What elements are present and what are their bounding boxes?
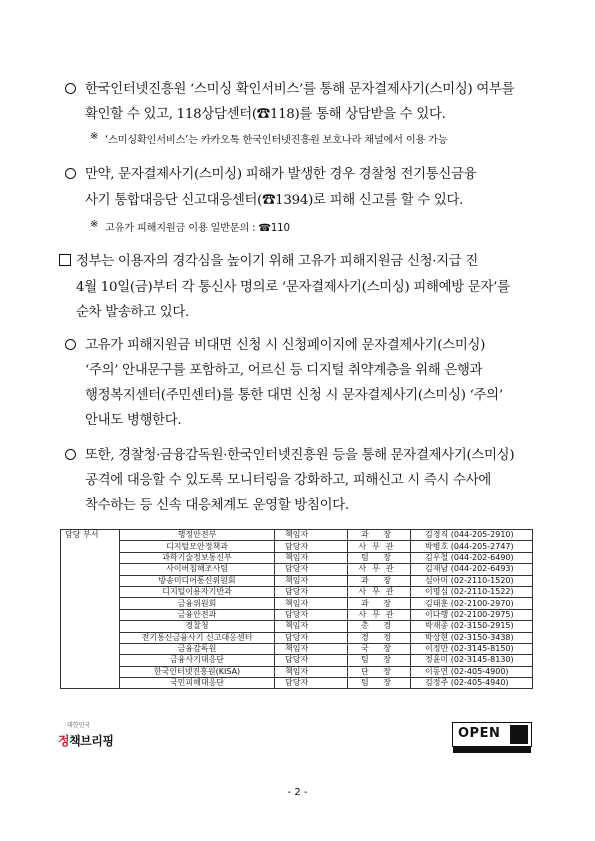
table-row [61, 541, 533, 552]
circle-bullet-icon [65, 168, 76, 179]
circle-bullet-icon [65, 449, 76, 460]
paragraph-4-line-3: 행정복지센터(주민센터)를 통한 대면 신청 시 문자결제사기(스미싱) ‘주의’ [85, 388, 503, 403]
table-row [61, 621, 533, 632]
table-row [61, 609, 533, 620]
dept-cell: 방송미디어통신위원회 [120, 575, 275, 586]
contact-table [60, 529, 533, 689]
dept-cell: 디지털모안정책과 [120, 541, 275, 552]
paragraph-1-line-1: 한국인터넷진흥원 ‘스미싱 확인서비스’를 통해 문자결제사기(스미싱) 여부를 [85, 82, 515, 97]
title-cell: 팀 장 [348, 678, 411, 689]
role-cell: 담당자 [275, 541, 348, 552]
dept-cell: 디지털이용자기반과 [120, 586, 275, 597]
title-cell: 단 장 [348, 666, 411, 677]
role-cell: 담당자 [275, 678, 348, 689]
role-cell: 담당자 [275, 632, 348, 643]
license-bar [453, 747, 531, 753]
square-bullet-icon [59, 254, 71, 266]
name-phone-cell: 김태훈 (02-2100-2970) [411, 598, 533, 609]
role-cell: 담당자 [275, 564, 348, 575]
role-cell: 담당자 [275, 609, 348, 620]
dept-cell: 전기통신금융사기 신고대응센터 [120, 632, 275, 643]
paragraph-2-note: 고유가 피해지원금 이용 일반문의 : ☎110 [105, 223, 290, 234]
title-cell: 팀 장 [348, 552, 411, 563]
role-cell: 책임자 [275, 530, 348, 541]
name-phone-cell: 김재남 (044-202-6493) [411, 564, 533, 575]
paragraph-5-line-2: 공격에 대응할 수 있도록 모니터링을 강화하고, 피해신고 시 즉시 수사에 [85, 473, 491, 488]
title-cell: 사무관 [348, 564, 411, 575]
paragraph-1-note: ‘스미싱확인서비스’는 카카오톡 한국인터넷진흥원 보호나라 채널에서 이용 가능 [105, 135, 448, 146]
table-row [61, 564, 533, 575]
open-license-badge [452, 722, 532, 747]
table-row [61, 598, 533, 609]
role-cell: 담당자 [275, 586, 348, 597]
dept-cell: 금융안전과 [120, 609, 275, 620]
name-phone-cell: 이동연 (02-405-4900) [411, 666, 533, 677]
license-icon [510, 725, 528, 744]
paragraph-1-line-2: 확인할 수 있고, 118상담센터(☎118)를 통해 상담받을 수 있다. [85, 107, 446, 122]
contact-table-body [61, 530, 533, 689]
title-cell: 과 장 [348, 598, 411, 609]
title-cell: 경 정 [348, 632, 411, 643]
dept-cell: 금융위원회 [120, 598, 275, 609]
dept-cell: 과학기술정보통신부 [120, 552, 275, 563]
dept-cell: 사이버침해조사팀 [120, 564, 275, 575]
table-row [61, 655, 533, 666]
title-cell: 사무관 [348, 586, 411, 597]
paragraph-4-line-2: ‘주의’ 안내문구를 포함하고, 어르신 등 디지털 취약계층을 위해 은행과 [85, 363, 483, 378]
role-cell: 책임자 [275, 598, 348, 609]
open-label: OPEN [458, 726, 501, 741]
dept-cell: 행정안전부 [120, 530, 275, 541]
title-cell: 과 장 [348, 530, 411, 541]
page-number: - 2 - [287, 787, 308, 798]
name-phone-cell: 이정만 (02-3145-8150) [411, 643, 533, 654]
role-cell: 담당자 [275, 655, 348, 666]
role-cell: 책임자 [275, 666, 348, 677]
name-phone-cell: 이명심 (02-2110-1522) [411, 586, 533, 597]
paragraph-5-line-1: 또한, 경찰청·금융감독원·한국인터넷진흥원 등을 통해 문자결제사기(스미싱) [85, 448, 515, 463]
dept-cell: 한국인터넷진흥원(KISA) [120, 666, 275, 677]
paragraph-4-line-4: 안내도 병행한다. [85, 413, 182, 428]
name-phone-cell: 이다행 (02-2100-2975) [411, 609, 533, 620]
logo-text-main: 책브리핑 [69, 734, 114, 748]
paragraph-2-line-1: 만약, 문자결제사기(스미싱) 피해가 발생한 경우 경찰청 전기통신금융 [85, 167, 477, 182]
table-row [61, 552, 533, 563]
note-mark-icon: ※ [90, 131, 99, 142]
name-phone-cell: 박재종 (02-3150-2915) [411, 621, 533, 632]
role-cell: 책임자 [275, 552, 348, 563]
title-cell: 총 경 [348, 621, 411, 632]
name-phone-cell: 박병호 (044-205-2747) [411, 541, 533, 552]
table-row [61, 530, 533, 541]
paragraph-3-line-2: 4월 10일(금)부터 각 통신사 명의로 ‘문자결제사기(스미싱) 피해예방 문자’를 [76, 280, 510, 295]
table-row [61, 632, 533, 643]
role-cell: 책임자 [275, 643, 348, 654]
logo-text-accent: 정 [58, 734, 70, 748]
circle-bullet-icon [65, 83, 76, 94]
title-cell: 팀 장 [348, 655, 411, 666]
paragraph-3-line-3: 순차 발송하고 있다. [76, 305, 189, 320]
paragraph-5-line-3: 착수하는 등 신속 대응체계도 운영할 방침이다. [85, 498, 349, 513]
role-cell: 책임자 [275, 621, 348, 632]
title-cell: 과 장 [348, 575, 411, 586]
note-mark-icon: ※ [90, 219, 99, 230]
table-row [61, 575, 533, 586]
name-phone-cell: 심아미 (02-2110-1520) [411, 575, 533, 586]
role-cell: 책임자 [275, 575, 348, 586]
logo-text [58, 732, 113, 749]
name-phone-cell: 박상현 (02-3150-3438) [411, 632, 533, 643]
dept-cell: 금융감독원 [120, 643, 275, 654]
name-phone-cell: 김우철 (044-202-6490) [411, 552, 533, 563]
dept-cell: 경찰청 [120, 621, 275, 632]
title-cell: 사무관 [348, 609, 411, 620]
name-phone-cell: 김정주 (02-405-4940) [411, 678, 533, 689]
dept-cell: 금융사기대응단 [120, 655, 275, 666]
table-row [61, 643, 533, 654]
table-row [61, 586, 533, 597]
table-row [61, 678, 533, 689]
table-row [61, 666, 533, 677]
table-header-dept: 담당 부서 [61, 530, 120, 689]
dept-cell: 국민피해대응단 [120, 678, 275, 689]
circle-bullet-icon [65, 339, 76, 350]
name-phone-cell: 정윤미 (02-3145-8130) [411, 655, 533, 666]
policy-briefing-logo [58, 720, 118, 760]
paragraph-4-line-1: 고유가 피해지원금 비대면 신청 시 신청페이지에 문자결제사기(스미싱) [85, 338, 486, 353]
logo-small-text: 대한민국 [67, 722, 91, 729]
paragraph-3-line-1: 정부는 이용자의 경각심을 높이기 위해 고유가 피해지원금 신청·지급 진 [76, 254, 479, 269]
name-phone-cell: 김경직 (044-205-2910) [411, 530, 533, 541]
paragraph-2-line-2: 사기 통합대응단 신고대응센터(☎1394)로 피해 신고를 할 수 있다. [85, 193, 464, 208]
title-cell: 사무관 [348, 541, 411, 552]
title-cell: 국 장 [348, 643, 411, 654]
